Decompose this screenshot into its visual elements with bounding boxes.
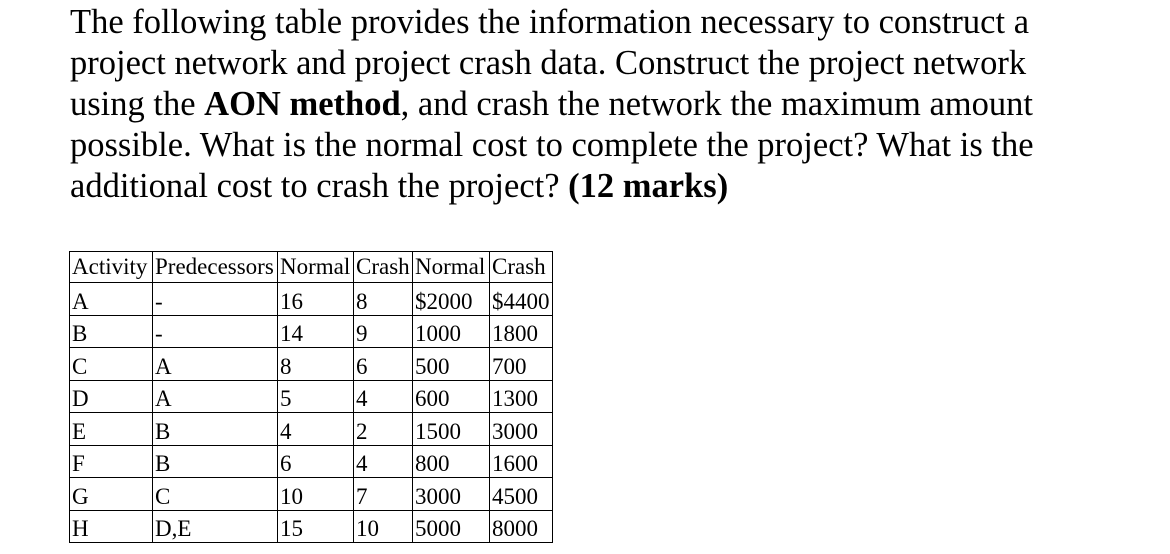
cell-crash-cost: 1300 [490,380,553,413]
header-normal-time: Normal [278,252,354,283]
cell-predecessors: - [153,315,278,348]
table-row [70,348,553,381]
cell-activity: D [70,380,153,413]
table-header-row [70,252,553,283]
cell-normal-time: 5 [278,380,354,413]
cell-crash-time: 4 [354,445,413,478]
cell-normal-cost: 1000 [413,315,490,348]
cell-normal-time: 4 [278,413,354,446]
cell-activity: E [70,413,153,446]
cell-normal-time: 10 [278,478,354,511]
cell-activity: A [70,283,153,316]
cell-activity: B [70,315,153,348]
cell-normal-cost: $2000 [413,283,490,316]
cell-predecessors: D,E [153,510,278,543]
cell-normal-cost: 500 [413,348,490,381]
header-crash-time: Crash [354,252,413,283]
question-text [70,2,1070,207]
cell-predecessors: A [153,380,278,413]
cell-activity: G [70,478,153,511]
cell-crash-cost: $4400 [490,283,553,316]
cell-predecessors: B [153,413,278,446]
cell-crash-time: 7 [354,478,413,511]
cell-crash-time: 2 [354,413,413,446]
table-row [70,478,553,511]
cell-crash-cost: 1600 [490,445,553,478]
table-row [70,413,553,446]
question-part1: The following table provides the information necessary to construct a project network and project crash data. Construct the project network using the [70,3,1030,123]
table-row [70,283,553,316]
cell-normal-cost: 3000 [413,478,490,511]
cell-predecessors: A [153,348,278,381]
table-row [70,510,553,543]
cell-predecessors: - [153,283,278,316]
cell-crash-time: 8 [354,283,413,316]
crash-data-table [69,251,553,543]
question-bold-marks: (12 marks) [568,167,729,205]
question-bold-method: AON method [204,85,401,123]
cell-normal-cost: 1500 [413,413,490,446]
cell-predecessors: B [153,445,278,478]
cell-crash-time: 10 [354,510,413,543]
cell-crash-cost: 3000 [490,413,553,446]
table-row [70,315,553,348]
cell-normal-time: 8 [278,348,354,381]
header-predecessors: Predecessors [153,252,278,283]
cell-normal-cost: 600 [413,380,490,413]
cell-crash-time: 4 [354,380,413,413]
cell-crash-cost: 1800 [490,315,553,348]
cell-predecessors: C [153,478,278,511]
cell-normal-cost: 5000 [413,510,490,543]
table-row [70,380,553,413]
cell-crash-time: 9 [354,315,413,348]
cell-crash-cost: 8000 [490,510,553,543]
question-part2: , and crash the network the maximum amount possible. What is the normal cost to complete the project? What is the additional cost to crash the project? [70,85,1034,205]
cell-normal-time: 15 [278,510,354,543]
cell-normal-time: 6 [278,445,354,478]
cell-activity: H [70,510,153,543]
cell-normal-time: 16 [278,283,354,316]
cell-normal-time: 14 [278,315,354,348]
cell-crash-cost: 4500 [490,478,553,511]
header-normal-cost: Normal [413,252,490,283]
table-row [70,445,553,478]
cell-crash-time: 6 [354,348,413,381]
header-activity: Activity [70,252,153,283]
cell-activity: F [70,445,153,478]
header-crash-cost: Crash [490,252,553,283]
cell-normal-cost: 800 [413,445,490,478]
cell-crash-cost: 700 [490,348,553,381]
cell-activity: C [70,348,153,381]
